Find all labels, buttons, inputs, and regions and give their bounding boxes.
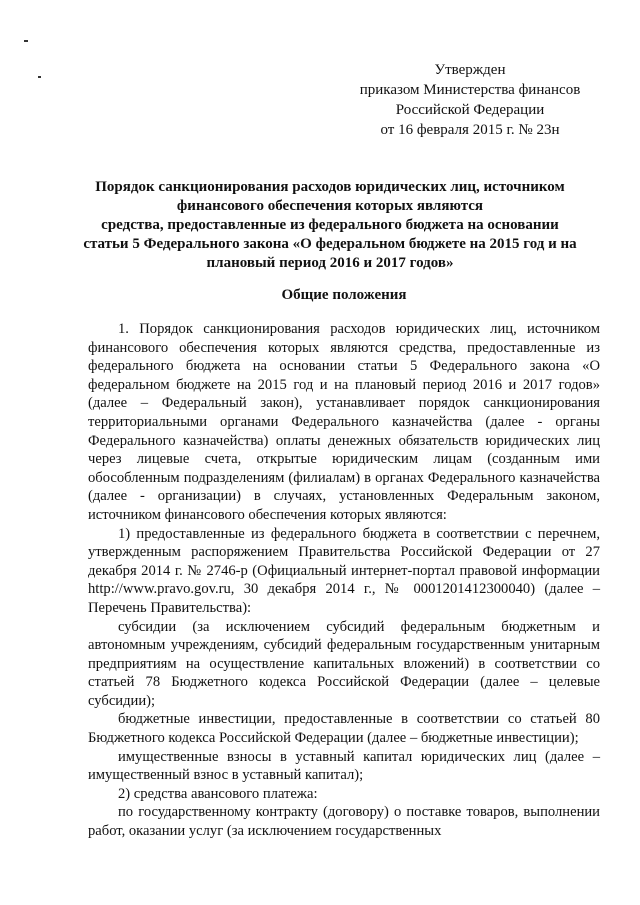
paragraph: 1. Порядок санкционирования расходов юридических лиц, источником финансового обеспечения которых являются средства, предоставленные из федерального бюджета на основании статьи 5 Федерального закона «О федеральном бюджете на 2015 год и на плановый период 2016 и 2017 годов» (далее – Федеральный закон), устанавливает порядок санкционирования территориальными органами Федерального казначейства (далее - органы Федерального казначейства) оплаты денежных обязательств юридических лиц через лицевые счета, открытые юридическим лицам (созданным ими обособленным подразделениям (филиалам) в органах Федерального казначейства (далее - организации) в случаях, установленных Федеральным законом, источником финансового обеспечения которых являются: [88,321,600,523]
paragraph: субсидии (за исключением субсидий федеральным бюджетным и автономным учреждениям, субсидий федеральным государственным унитарным предприятиям на осуществление капитальных вложений) в соответствии со статьей 78 Бюджетного кодекса Российской Федерации (далее – целевые субсидии); [88,618,600,709]
paragraph: по государственному контракту (договору) о поставке товаров, выполнении работ, оказании услуг (за исключением государственных [88,804,600,840]
title-line: средства, предоставленные из федерального бюджета на основании [101,217,559,233]
document-body [88,320,600,841]
title-line: плановый период 2016 и 2017 годов» [206,255,454,271]
title-line: Порядок санкционирования расходов юридических лиц, источником [95,179,565,195]
title-line: финансового обеспечения которых являются [176,198,484,214]
scan-mark [24,40,28,42]
title-line: статьи 5 Федерального закона «О федеральном бюджете на 2015 год и на [83,236,577,252]
paragraph: 2) средства авансового платежа: [118,785,318,802]
approval-line: Утвержден [434,62,506,78]
approval-line: от 16 февраля 2015 г. № 23н [380,122,560,138]
approval-line: приказом Министерства финансов [359,82,581,98]
document-title [80,178,580,273]
paragraph: 1) предоставленные из федерального бюджета в соответствии с перечнем, утвержденным распоряжением Правительства Российской Федерации от 27 декабря 2014 г. № 2746-р (Официальный интернет-портал правовой информации http://www.pravo.gov.ru, 30 декабря 2014 г., № 0001201412300040) (далее – Перечень Правительства): [88,525,600,616]
approval-stamp [330,60,610,140]
section-heading: Общие положения [281,287,407,303]
paragraph: бюджетные инвестиции, предоставленные в соответствии со статьей 80 Бюджетного кодекса Российской Федерации (далее – бюджетные инвестиции); [88,711,600,747]
paragraph: имущественные взносы в уставный капитал юридических лиц (далее – имущественный взнос в уставный капитал); [88,748,600,784]
approval-line: Российской Федерации [395,102,545,118]
scan-mark [38,76,41,78]
